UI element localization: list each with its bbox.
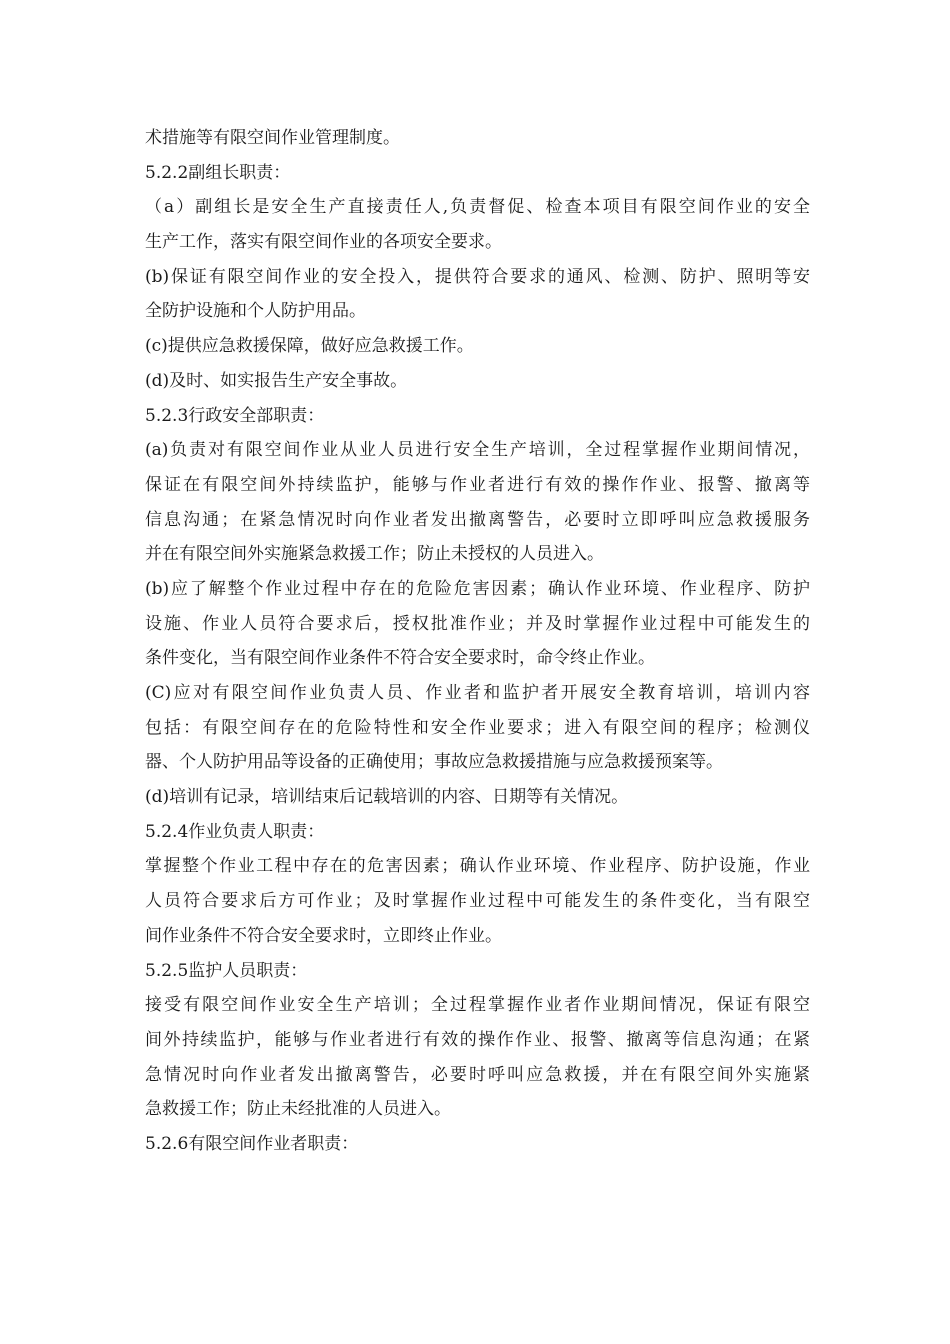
text-line: （a）副组长是安全生产直接责任人,负责督促、检查本项目有限空间作业的安全	[145, 197, 810, 218]
text-line: (c)提供应急救援保障，做好应急救援工作。	[145, 336, 474, 357]
text-line: 5.2.6有限空间作业者职责：	[145, 1133, 359, 1154]
text-line: 术措施等有限空间作业管理制度。	[145, 128, 400, 148]
text-line: 设施、作业人员符合要求后，授权批准作业；并及时掌握作业过程中可能发生的	[145, 613, 810, 634]
text-line: 保证在有限空间外持续监护，能够与作业者进行有效的操作作业、报警、撤离等	[145, 474, 810, 495]
text-line: (d)及时、如实报告生产安全事故。	[145, 370, 408, 391]
text-line: 急情况时向作业者发出撤离警告，必要时呼叫应急救援，并在有限空间外实施紧	[145, 1064, 810, 1085]
text-line: 间作业条件不符合安全要求时，立即终止作业。	[145, 925, 502, 946]
text-line: 器、个人防护用品等设备的正确使用；事故应急救援措施与应急救援预案等。	[145, 752, 723, 773]
document-body	[145, 121, 810, 1162]
text-line: (C)应对有限空间作业负责人员、作业者和监护者开展安全教育培训，培训内容	[145, 683, 810, 703]
text-line: 接受有限空间作业安全生产培训；全过程掌握作业者作业期间情况，保证有限空	[145, 995, 810, 1016]
text-line: 急救援工作；防止未经批准的人员进入。	[145, 1099, 451, 1120]
text-line: (d)培训有记录，培训结束后记载培训的内容、日期等有关情况。	[145, 787, 629, 808]
text-line: 5.2.5监护人员职责：	[145, 960, 308, 981]
text-line: (a)负责对有限空间作业从业人员进行安全生产培训，全过程掌握作业期间情况，	[145, 440, 810, 461]
text-line: 5.2.4作业负责人职责：	[145, 821, 325, 842]
text-line: 间外持续监护，能够与作业者进行有效的操作作业、报警、撤离等信息沟通；在紧	[145, 1029, 810, 1050]
text-line: 5.2.2副组长职责：	[145, 162, 291, 183]
text-line: 5.2.3行政安全部职责：	[145, 405, 325, 426]
text-line: 并在有限空间外实施紧急救援工作；防止未授权的人员进入。	[145, 544, 604, 565]
text-line: (b)应了解整个作业过程中存在的危险危害因素；确认作业环境、作业程序、防护	[145, 578, 810, 599]
text-line: 条件变化，当有限空间作业条件不符合安全要求时，命令终止作业。	[145, 648, 655, 669]
text-line: 人员符合要求后方可作业；及时掌握作业过程中可能发生的条件变化，当有限空	[145, 891, 810, 912]
text-line: (b)保证有限空间作业的安全投入，提供符合要求的通风、检测、防护、照明等安	[145, 266, 810, 287]
text-line: 信息沟通；在紧急情况时向作业者发出撤离警告，必要时立即呼叫应急救援服务	[145, 509, 810, 530]
text-line: 包括：有限空间存在的危险特性和安全作业要求；进入有限空间的程序；检测仪	[145, 717, 810, 738]
text-line: 全防护设施和个人防护用品。	[145, 301, 366, 322]
text-line: 生产工作，落实有限空间作业的各项安全要求。	[145, 232, 502, 253]
text-line: 掌握整个作业工程中存在的危害因素；确认作业环境、作业程序、防护设施，作业	[145, 856, 810, 877]
